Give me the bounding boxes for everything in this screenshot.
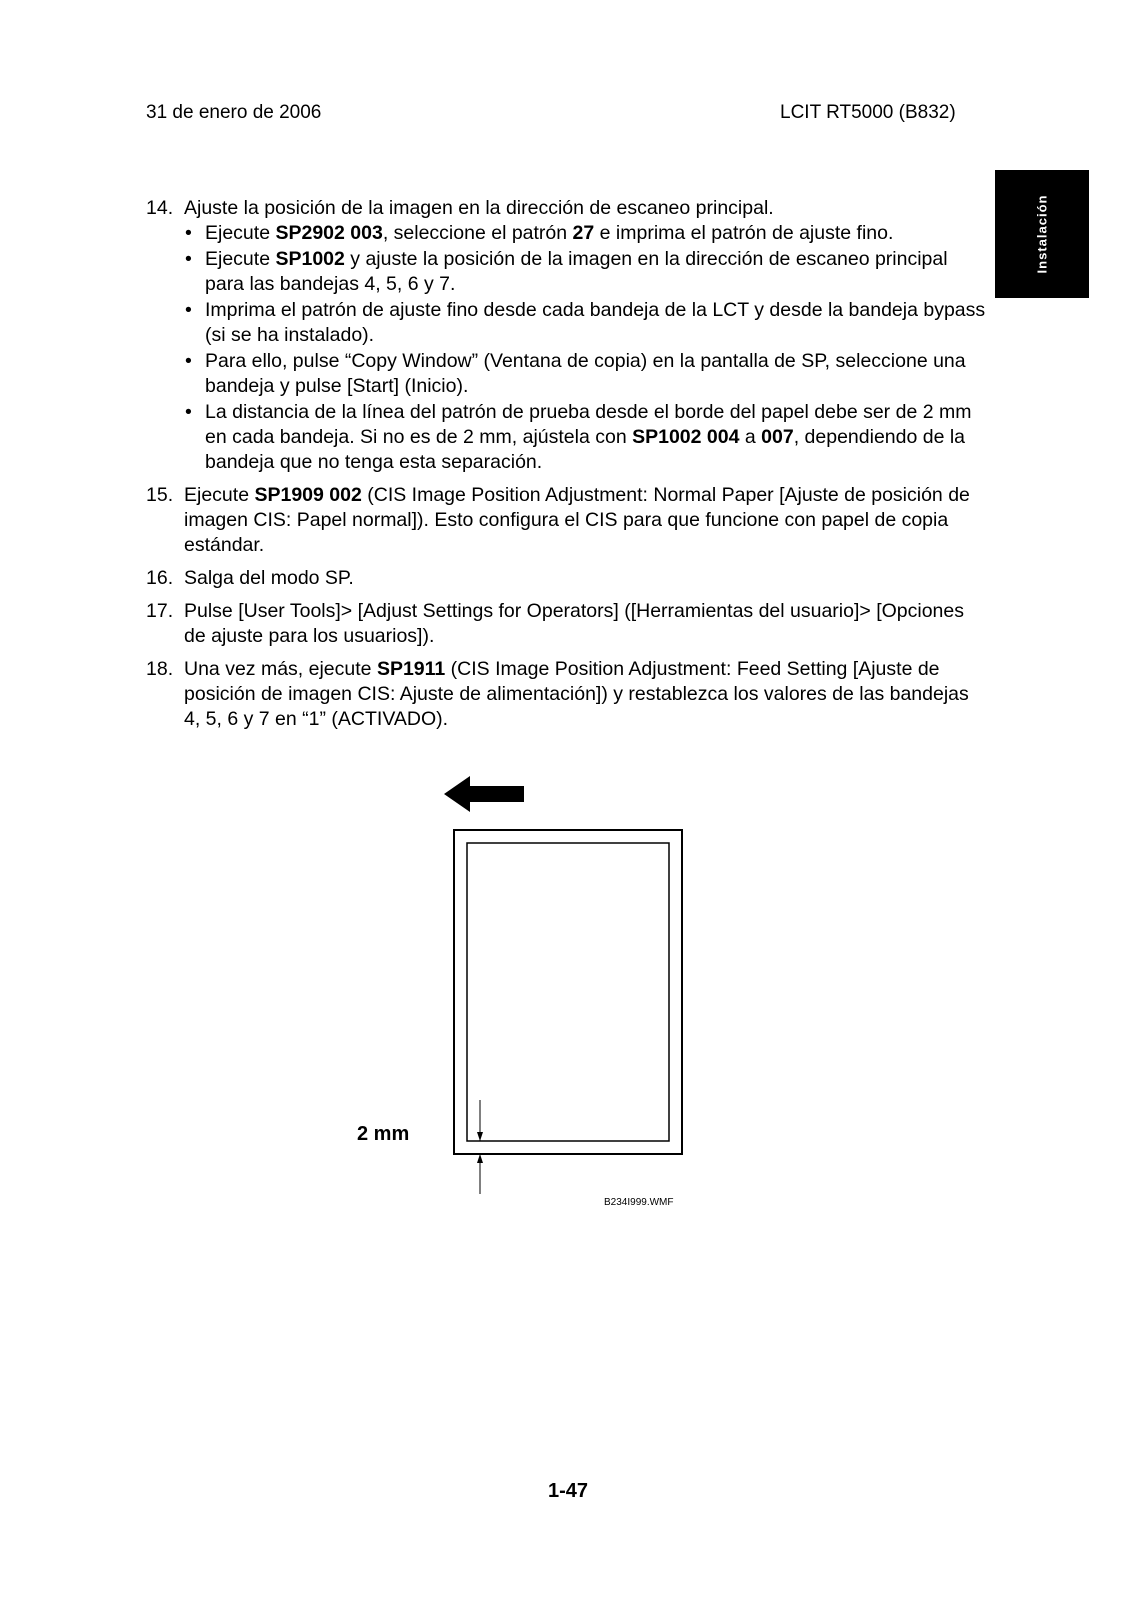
- bullet-text: a: [739, 426, 762, 448]
- sp-code: SP1002: [275, 248, 345, 270]
- step-16: [146, 566, 986, 591]
- dimension-arrow-up-icon: [477, 1154, 483, 1163]
- step-text: Ajuste la posición de la imagen en la dirección de escaneo principal.: [184, 197, 774, 219]
- sp-code: SP1909 002: [254, 484, 362, 506]
- sp-code: 007: [761, 426, 794, 448]
- step-17: [146, 599, 986, 649]
- bullet-item: [184, 298, 986, 348]
- bullet-icon: •: [185, 401, 192, 423]
- header-model: LCIT RT5000 (B832): [780, 102, 956, 123]
- bullet-text: Ejecute: [205, 222, 276, 244]
- step-text: Ejecute: [184, 484, 255, 506]
- bullet-icon: •: [185, 222, 192, 244]
- step-number: 18.: [146, 658, 174, 680]
- bullet-text: , seleccione el patrón: [382, 222, 573, 244]
- bullet-item: [184, 349, 986, 399]
- bullet-text: Para ello, pulse “Copy Window” (Ventana de copia) en la pantalla de SP, seleccione una bandeja y pulse [Start] (Inicio).: [205, 350, 966, 397]
- step-number: 16.: [146, 567, 174, 589]
- step-15: [146, 483, 986, 558]
- bullet-text: , dependiendo de la bandeja que no tenga esta separación.: [205, 426, 966, 473]
- header-date: 31 de enero de 2006: [146, 102, 322, 123]
- bullet-icon: •: [185, 248, 192, 270]
- page-number: 1-47: [548, 1480, 589, 1502]
- bullet-icon: •: [185, 299, 192, 321]
- bullet-text: e imprima el patrón de ajuste fino.: [594, 222, 894, 244]
- feed-direction-arrow-icon: [444, 776, 524, 812]
- step-text: (CIS Image Position Adjustment: Normal Paper [Ajuste de posición de imagen CIS: Papel normal]). Esto configura el CIS para que funcione con papel de copia estándar.: [184, 484, 970, 556]
- step-number: 17.: [146, 600, 174, 622]
- sp-code: SP1002 004: [632, 426, 740, 448]
- document-body: [146, 196, 986, 740]
- bullet-list: [184, 221, 986, 475]
- bullet-text: La distancia de la línea del patrón de prueba desde el borde del papel debe ser de 2 mm en cada bandeja. Si no es de 2 mm, ajústela con: [205, 401, 972, 448]
- bullet-text: y ajuste la posición de la imagen en la dirección de escaneo principal para las bandejas 4, 5, 6 y 7.: [205, 248, 948, 295]
- step-number: 15.: [146, 484, 174, 506]
- print-area-border: [467, 843, 669, 1141]
- sp-code: SP2902 003: [275, 222, 383, 244]
- bullet-text: Imprima el patrón de ajuste fino desde cada bandeja de la LCT y desde la bandeja bypass (si se ha instalado).: [205, 299, 986, 346]
- step-number: 14.: [146, 197, 174, 219]
- sp-code: SP1911: [376, 658, 446, 680]
- section-tab-label: Instalación: [1034, 194, 1050, 274]
- step-text: (CIS Image Position Adjustment: Feed Setting [Ajuste de posición de imagen CIS: Ajuste de alimentación]) y restablezca los valores de las bandejas 4, 5, 6 y 7 en “1” (ACTIVADO).: [184, 658, 969, 730]
- bullet-item: [184, 400, 986, 475]
- bullet-item: [184, 221, 986, 246]
- bullet-text: Ejecute: [205, 248, 276, 270]
- step-18: [146, 657, 986, 732]
- step-14: [146, 196, 986, 475]
- pattern-number: 27: [572, 222, 595, 244]
- dimension-arrow-down-icon: [477, 1132, 483, 1141]
- figure-caption: B234I999.WMF: [604, 1197, 674, 1208]
- section-tab: [995, 170, 1089, 298]
- step-text: Una vez más, ejecute: [184, 658, 377, 680]
- step-text: Pulse [User Tools]> [Adjust Settings for Operators] ([Herramientas del usuario]> [Opciones de ajuste para los usuarios]).: [184, 600, 964, 647]
- dimension-label: 2 mm: [357, 1123, 410, 1145]
- bullet-item: [184, 247, 986, 297]
- bullet-icon: •: [185, 350, 192, 372]
- step-text: Salga del modo SP.: [184, 567, 354, 589]
- paper-outer-border: [454, 830, 682, 1154]
